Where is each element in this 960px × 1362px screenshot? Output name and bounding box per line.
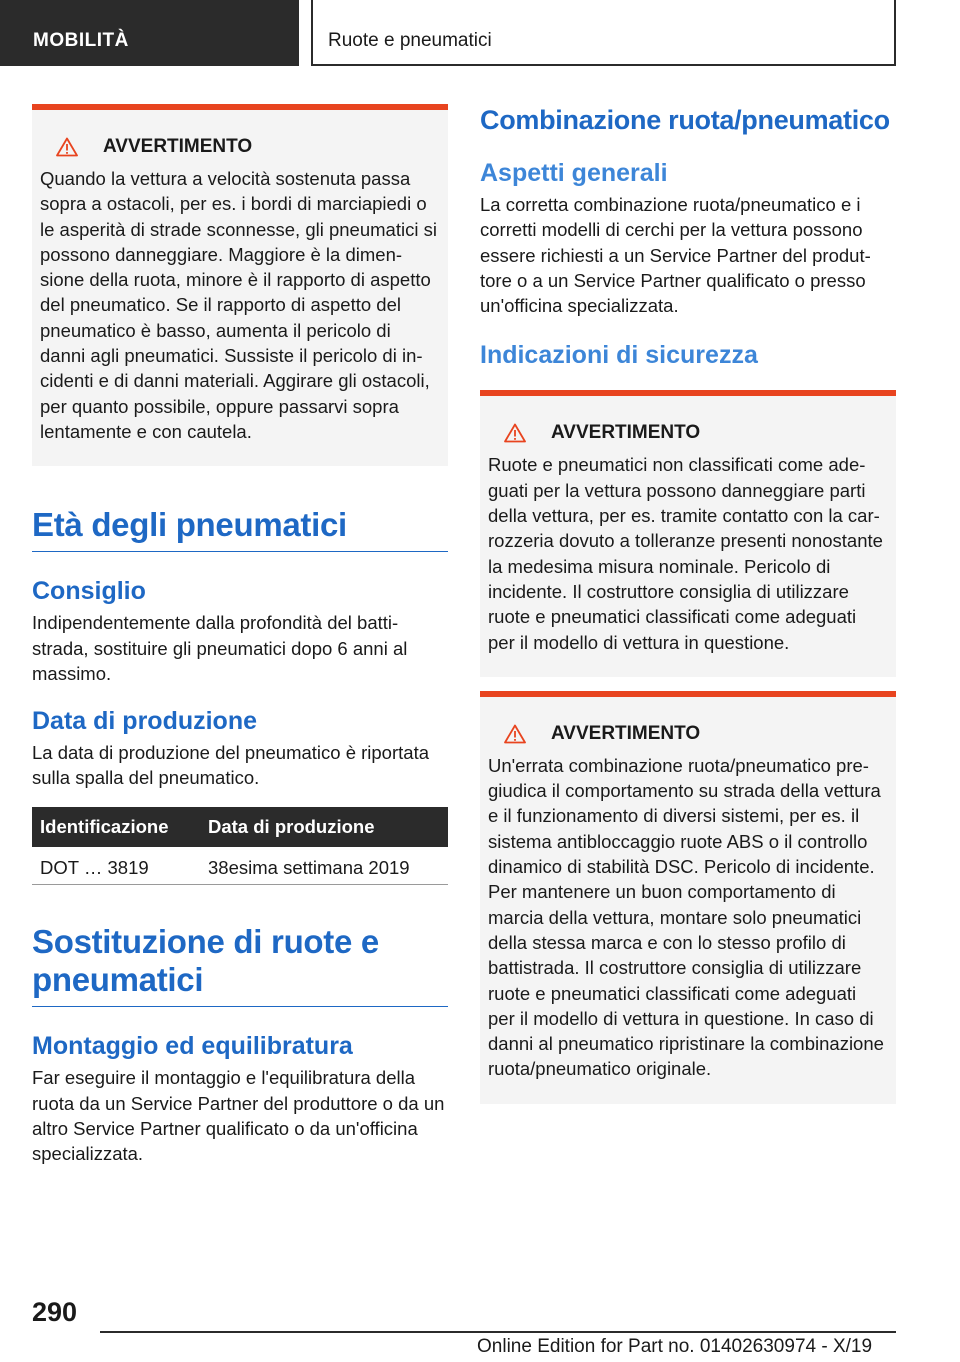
replacement-heading: Sostituzione di ruote e pneumatici bbox=[32, 923, 448, 1007]
warning-text: Quando la vettura a velocità sostenuta passa sopra a ostacoli, per es. i bordi di marciapiedi o le asperità di strade sconnesse, gli pneumatici si possono danneggiare. Maggiore è la dimensione della ruota, minore è il rapporto di aspetto del pneumatico. Se il rapporto di aspetto del pneumatico è basso, aumenta il pericolo di danni agli pneumatici. Sussiste il pericolo di incidenti e di danni materiali. Aggirare gli ostacoli, per quanto possibile, oppure passarvi sopra lentamente e con cautela. bbox=[40, 168, 437, 442]
production-date-table bbox=[32, 807, 448, 886]
warning-triangle-icon bbox=[504, 724, 526, 744]
footer-edition: Online Edition for Part no. 01402630974 - X/19 bbox=[477, 1336, 873, 1357]
table-header-cell: Data di produzione bbox=[200, 807, 448, 847]
safety-heading: Indicazioni di sicurezza bbox=[480, 341, 758, 370]
mounting-text: Far eseguire il montaggio e l'equilibratura della ruota da un Service Partner del produttore o da un altro Service Partner qualificato o da un'officina specializzata. bbox=[32, 1067, 445, 1165]
table-cell: 38esima settimana 2019 bbox=[200, 847, 448, 885]
page-number: 290 bbox=[32, 1297, 78, 1327]
warning-triangle-icon bbox=[56, 137, 78, 157]
warning-triangle-icon bbox=[504, 423, 526, 443]
footer-divider bbox=[100, 1331, 896, 1333]
warning-box bbox=[480, 390, 896, 676]
warning-box bbox=[32, 104, 448, 466]
general-heading: Aspetti generali bbox=[480, 159, 668, 187]
page-header bbox=[0, 0, 960, 66]
warning-text: Ruote e pneumatici non classificati come adeguati per la vettura possono danneggiare parti della vettura, per es. tramite contatto con la carrozzeria dovuto a tolleranze presenti nonostante la medesima misura nominale. Pericolo di incidente. Il costruttore consiglia di utilizzare ruote e pneumatici classificati come adeguati per il modello di vettura in questione. bbox=[488, 454, 883, 653]
warning-title: AVVERTIMENTO bbox=[103, 136, 253, 157]
table-row bbox=[32, 847, 448, 885]
warning-box bbox=[480, 691, 896, 1104]
advice-text: Indipendentemente dalla profondità del battistrada, sostituire gli pneumatici dopo 6 anni al massimo. bbox=[32, 612, 408, 684]
general-text: La corretta combinazione ruota/pneumatico e i corretti modelli di cerchi per la vettura possono essere richiesti a un Service Partner del produttore o a un Service Partner qualificato o presso un'officina specializzata. bbox=[480, 194, 871, 317]
chapter-title: Ruote e pneumatici bbox=[311, 0, 896, 66]
production-date-heading: Data di produzione bbox=[32, 707, 257, 736]
mounting-heading: Montaggio ed equilibratura bbox=[32, 1032, 353, 1061]
warning-title: AVVERTIMENTO bbox=[551, 422, 701, 444]
table-header-cell: Identificazione bbox=[32, 807, 200, 847]
right-column bbox=[480, 104, 896, 1104]
left-column bbox=[32, 104, 448, 1166]
warning-text: Un'errata combinazione ruota/pneumatico pregiudica il comportamento su strada della vettura e il funzionamento di diversi sistemi, per es. il sistema antibloccaggio ruote ABS o il controllo dinamico di stabilità DSC. Pericolo di incidente. Per mantenere un buon comportamento di marcia della vettura, montare solo pneumatici della stessa marca e con lo stesso profilo di battistrada. Il costruttore consiglia di utilizzare ruote e pneumatici classificati come adeguati per il modello di vettura in questione. In caso di danni al pneumatico ripristinare la combinazione ruota/pneumatico originale. bbox=[488, 754, 884, 1080]
tire-age-heading: Età degli pneumatici bbox=[32, 506, 448, 552]
section-title: MOBILITÀ bbox=[0, 0, 299, 66]
warning-title: AVVERTIMENTO bbox=[551, 722, 701, 744]
advice-heading: Consiglio bbox=[32, 577, 146, 606]
production-date-text: La data di produzione del pneumatico è riportata sulla spalla del pneumatico. bbox=[32, 742, 429, 789]
table-cell: DOT … 3819 bbox=[32, 847, 200, 885]
combination-heading: Combinazione ruota/pneumatico bbox=[480, 105, 890, 135]
